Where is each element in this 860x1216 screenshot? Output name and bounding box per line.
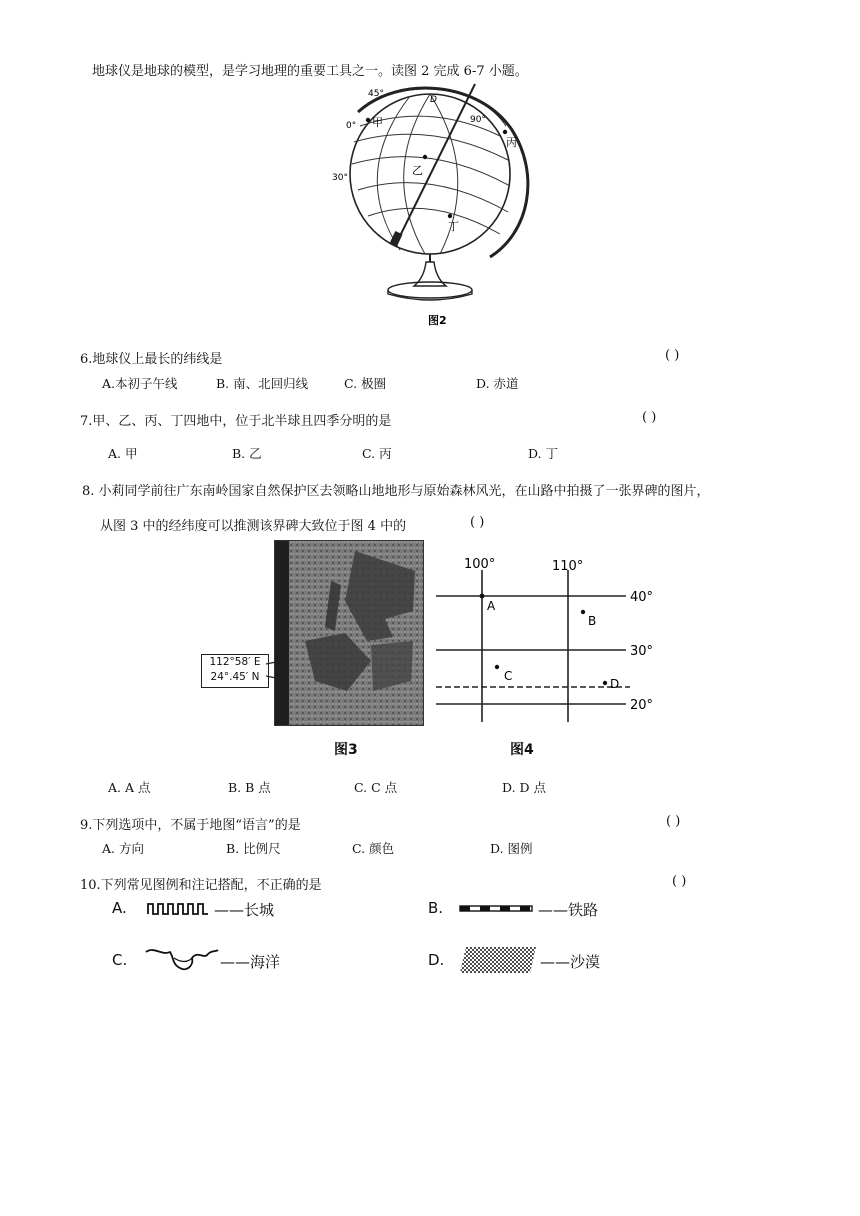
legend-b-text: 铁路: [568, 901, 599, 919]
legend-d-label: ——沙漠: [540, 953, 601, 971]
coord-longitude: 112°58′ E: [209, 656, 261, 668]
q6-bracket: ( ): [665, 348, 680, 363]
lon-label-110: 110°: [552, 559, 584, 574]
globe-label-jia: 甲: [372, 116, 383, 129]
fig4-caption: 图4: [510, 742, 534, 758]
q7-option-a: A. 甲: [108, 446, 138, 461]
q9-stem: 9.下列选项中，不属于地图“语言”的是: [80, 818, 301, 833]
lat-label-30: 30°: [630, 644, 654, 659]
q9-option-c: C. 颜色: [352, 841, 395, 856]
legend-d-text: 沙漠: [570, 953, 601, 971]
legend-a-label: ——长城: [214, 901, 275, 919]
q6-option-b: B. 南、北回归线: [216, 376, 309, 391]
point-d-label: D: [610, 677, 620, 691]
globe-label-0: 0°: [346, 121, 357, 131]
q8-stem-line1: 8. 小莉同学前往广东南岭国家自然保护区去领略山地地形与原始森林风光，在山路中拍摄了一张界碑的图片，: [82, 484, 710, 499]
q10-stem: 10.下列常见图例和注记搭配，不正确的是: [80, 878, 322, 893]
legend-c-text: 海洋: [250, 953, 281, 971]
legend-d-letter: D.: [428, 951, 445, 969]
q9-bracket: ( ): [666, 814, 681, 829]
great-wall-symbol: [146, 900, 210, 918]
q8-stem-line2: 从图 3 中的经纬度可以推测该界碑大致位于图 4 中的: [100, 519, 407, 534]
globe-label-45: 45°: [368, 89, 384, 99]
legend-a-text: 长城: [244, 901, 275, 919]
lat-label-20: 20°: [630, 698, 654, 713]
railway-symbol: [458, 903, 534, 915]
q8-bracket: ( ): [470, 515, 485, 530]
q6-option-a: A.本初子午线: [102, 376, 178, 391]
point-c-dot: [495, 665, 499, 669]
lat-lon-grid: [430, 552, 662, 722]
q6-option-c: C. 极圈: [344, 376, 387, 391]
legend-b-label: ——铁路: [538, 901, 599, 919]
q7-option-d: D. 丁: [528, 446, 559, 461]
q6-stem: 6.地球仪上最长的纬线是: [80, 352, 223, 367]
globe-label-30: 30°: [332, 173, 348, 183]
coord-connector: [266, 660, 278, 680]
globe-label-d: D: [430, 95, 437, 105]
lat-label-40: 40°: [630, 590, 654, 605]
q8-option-b: B. B 点: [228, 780, 271, 795]
q7-option-b: B. 乙: [232, 446, 262, 461]
globe-label-yi: 乙: [412, 164, 423, 177]
fig3-caption: 图3: [334, 742, 358, 758]
q8-option-d: D. D 点: [502, 780, 547, 795]
point-d-dot: [603, 681, 607, 685]
q7-stem: 7.甲、乙、丙、丁四地中，位于北半球且四季分明的是: [80, 414, 392, 429]
legend-a-letter: A.: [112, 899, 127, 917]
coord-latitude: 24°.45′ N: [210, 671, 260, 683]
globe-label-90: 90°: [470, 115, 486, 125]
point-b-label: B: [588, 614, 597, 628]
boundary-marker-photo: [274, 540, 424, 726]
q7-bracket: ( ): [642, 410, 657, 425]
globe-figure: [330, 82, 530, 330]
lon-label-100: 100°: [464, 557, 496, 572]
intro-text: 地球仪是地球的模型，是学习地理的重要工具之一。读图 2 完成 6-7 小题。: [92, 64, 528, 79]
globe-label-ding: 丁: [448, 220, 459, 233]
point-c-label: C: [504, 669, 513, 683]
legend-b-letter: B.: [428, 899, 444, 917]
q6-option-d: D. 赤道: [476, 376, 519, 391]
point-a-dot: [480, 594, 485, 599]
q8-option-c: C. C 点: [354, 780, 398, 795]
globe-label-bing: 丙: [506, 136, 517, 149]
q9-option-d: D. 图例: [490, 841, 533, 856]
point-b-dot: [581, 610, 585, 614]
ocean-coastline-symbol: [144, 942, 220, 976]
legend-c-label: ——海洋: [220, 953, 281, 971]
q10-bracket: ( ): [672, 874, 687, 889]
desert-dots-symbol: [458, 943, 538, 977]
globe-caption: 图2: [428, 314, 447, 327]
legend-c-letter: C.: [112, 951, 128, 969]
q8-option-a: A. A 点: [108, 780, 151, 795]
coordinate-label: [201, 654, 269, 688]
point-a-label: A: [487, 599, 496, 613]
q7-option-c: C. 丙: [362, 446, 392, 461]
q9-option-a: A. 方向: [102, 841, 144, 856]
q9-option-b: B. 比例尺: [226, 841, 281, 856]
